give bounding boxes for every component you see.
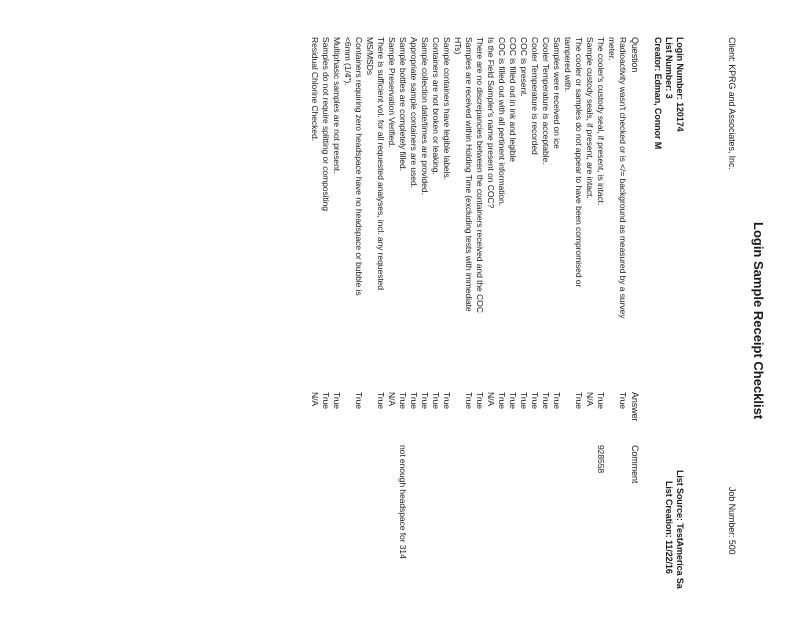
answer-value: True <box>420 392 430 409</box>
question-text: Sample custody seals, if present, are intact. <box>585 37 595 199</box>
question-text: COC is present. <box>519 37 529 97</box>
answer-value: True <box>596 392 606 409</box>
answer-value: True <box>574 392 584 409</box>
question-text: Containers requiring zero headspace have no headspace or bubble is <box>354 37 364 296</box>
question-text: meter. <box>607 37 617 61</box>
answer-value: N/A <box>486 392 496 407</box>
question-text: Cooler Temperature is acceptable. <box>541 37 551 165</box>
question-text: Samples are received within Holding Time (excluding tests with immediate <box>464 37 474 312</box>
question-text: tampered with. <box>563 37 573 92</box>
comment-value: not enough headspace for 314 <box>398 445 408 559</box>
answer-value: True <box>442 392 452 409</box>
question-text: HTs) <box>453 37 463 55</box>
login-number: Login Number: 120174 <box>675 37 685 132</box>
question-text: Radioactivity wasn't checked or is </= background as measured by a survey <box>618 37 628 319</box>
list-number: List Number: 3 <box>664 37 674 99</box>
answer-value: True <box>464 392 474 409</box>
question-text: There are no discrepancies between the containers received and the COC <box>475 37 485 313</box>
column-header-comment: Comment <box>630 445 640 484</box>
question-text: MS/MSDs <box>365 37 375 75</box>
answer-value: True <box>552 392 562 409</box>
question-text: Multiphasic samples are not present. <box>332 37 342 174</box>
creator: Creator: Edman, Connor M <box>653 37 663 150</box>
question-text: Sample Preservation Verified. <box>387 37 397 148</box>
column-header-answer: Answer <box>630 392 640 422</box>
answer-value: True <box>508 392 518 409</box>
question-text: Cooler Temperature is recorded <box>530 37 540 155</box>
question-text: Samples were received on ice <box>552 37 562 149</box>
comment-value: 928558 <box>596 445 606 474</box>
question-text: The cooler or samples do not appear to have been compromised or <box>574 37 584 288</box>
question-text: The cooler's custody seal, if present, is intact. <box>596 37 606 206</box>
question-text: COC is filled out with all pertinent information. <box>497 37 507 206</box>
answer-value: True <box>354 392 364 409</box>
answer-value: True <box>519 392 529 409</box>
answer-value: True <box>321 392 331 409</box>
question-text: There is sufficient vol. for all requested analyses, incl. any requested <box>376 37 386 290</box>
answer-value: N/A <box>310 392 320 407</box>
answer-value: N/A <box>585 392 595 407</box>
answer-value: True <box>409 392 419 409</box>
question-text: Residual Chlorine Checked. <box>310 37 320 141</box>
column-header-question: Question <box>630 37 640 73</box>
answer-value: True <box>398 392 408 409</box>
question-text: Containers are not broken or leaking. <box>431 37 441 175</box>
page-title: Login Sample Receipt Checklist <box>751 222 766 420</box>
question-text: COC is filled out in ink and legible <box>508 37 518 162</box>
answer-value: N/A <box>387 392 397 407</box>
question-text: Samples do not require splitting or compositing <box>321 37 331 211</box>
client-line: Client: KPRG and Associates, Inc. <box>727 37 737 170</box>
question-text: Is the Field Sampler's name present on COC? <box>486 37 496 209</box>
answer-value: True <box>431 392 441 409</box>
question-text: Sample bottles are completely filled. <box>398 37 408 171</box>
answer-value: True <box>618 392 628 409</box>
answer-value: True <box>376 392 386 409</box>
list-creation: List Creation: 11/22/16 <box>664 481 674 574</box>
answer-value: True <box>332 392 342 409</box>
question-text: Sample collection date/times are provided. <box>420 37 430 195</box>
question-text: Sample containers have legible labels. <box>442 37 452 180</box>
job-number: Job Number: 500 <box>727 487 737 555</box>
answer-value: True <box>497 392 507 409</box>
answer-value: True <box>530 392 540 409</box>
question-text: <6mm (1/4"). <box>343 37 353 86</box>
answer-value: True <box>541 392 551 409</box>
question-text: Appropriate sample containers are used. <box>409 37 419 188</box>
answer-value: True <box>475 392 485 409</box>
list-source: List Source: TestAmerica Sa <box>675 470 685 589</box>
